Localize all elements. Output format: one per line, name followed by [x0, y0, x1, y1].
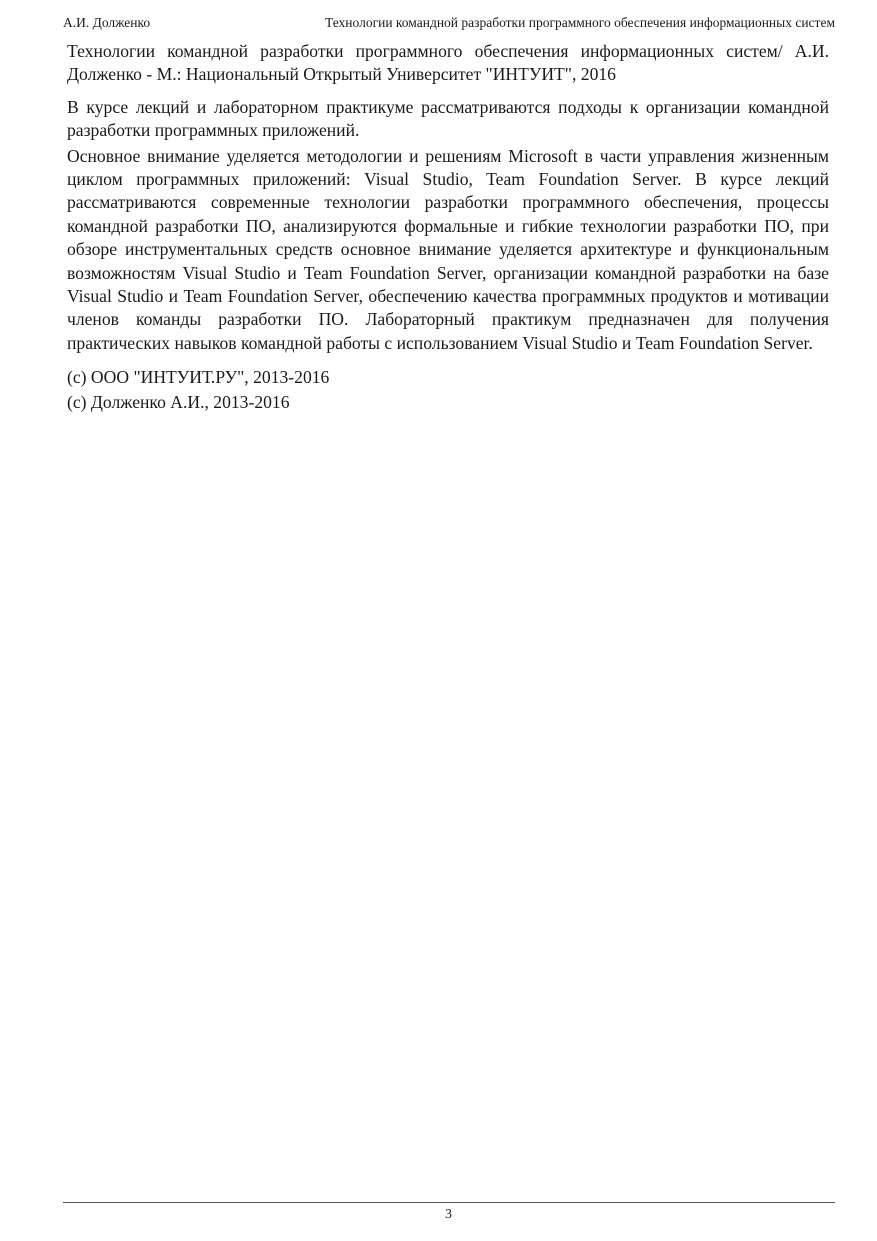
footer-divider	[63, 1202, 835, 1203]
page-content	[67, 40, 829, 415]
copyright-line-1: (c) ООО "ИНТУИТ.РУ", 2013-2016	[67, 367, 330, 388]
copyright-line-2: (c) Долженко А.И., 2013-2016	[67, 392, 290, 413]
abstract-paragraph-1: В курсе лекций и лабораторном практикуме рассматриваются подходы к организации командной разработки программных приложений.	[67, 96, 829, 141]
page-number: 3	[445, 1207, 452, 1222]
header-title: Технологии командной разработки программного обеспечения информационных систем	[324, 15, 835, 30]
abstract-paragraph-2: Основное внимание уделяется методологии и решениям Microsoft в части управления жизненным циклом программных приложений: Visual Studio, Team Foundation Server. В курсе лекций рассматриваются современные технологии разработки программного обеспечения, процессы командной разработки ПО, анализируются формальные и гибкие технологии разработки ПО, при обзоре инструментальных средств основное внимание уделяется архитектуре и функциональным возможностям Visual Studio и Team Foundation Server, организации командной разработки на базе Visual Studio и Team Foundation Server, обеспечению качества программных продуктов и мотивации членов команды разработки ПО. Лабораторный практикум предназначен для получения практических навыков командной работы с использованием Visual Studio и Team Foundation Server.	[67, 145, 829, 353]
header-author: А.И. Долженко	[63, 15, 151, 30]
running-header	[63, 15, 835, 35]
citation-paragraph: Технологии командной разработки программного обеспечения информационных систем/ А.И. Долженко - М.: Национальный Открытый Университет "ИНТУИТ", 2016	[67, 41, 829, 85]
